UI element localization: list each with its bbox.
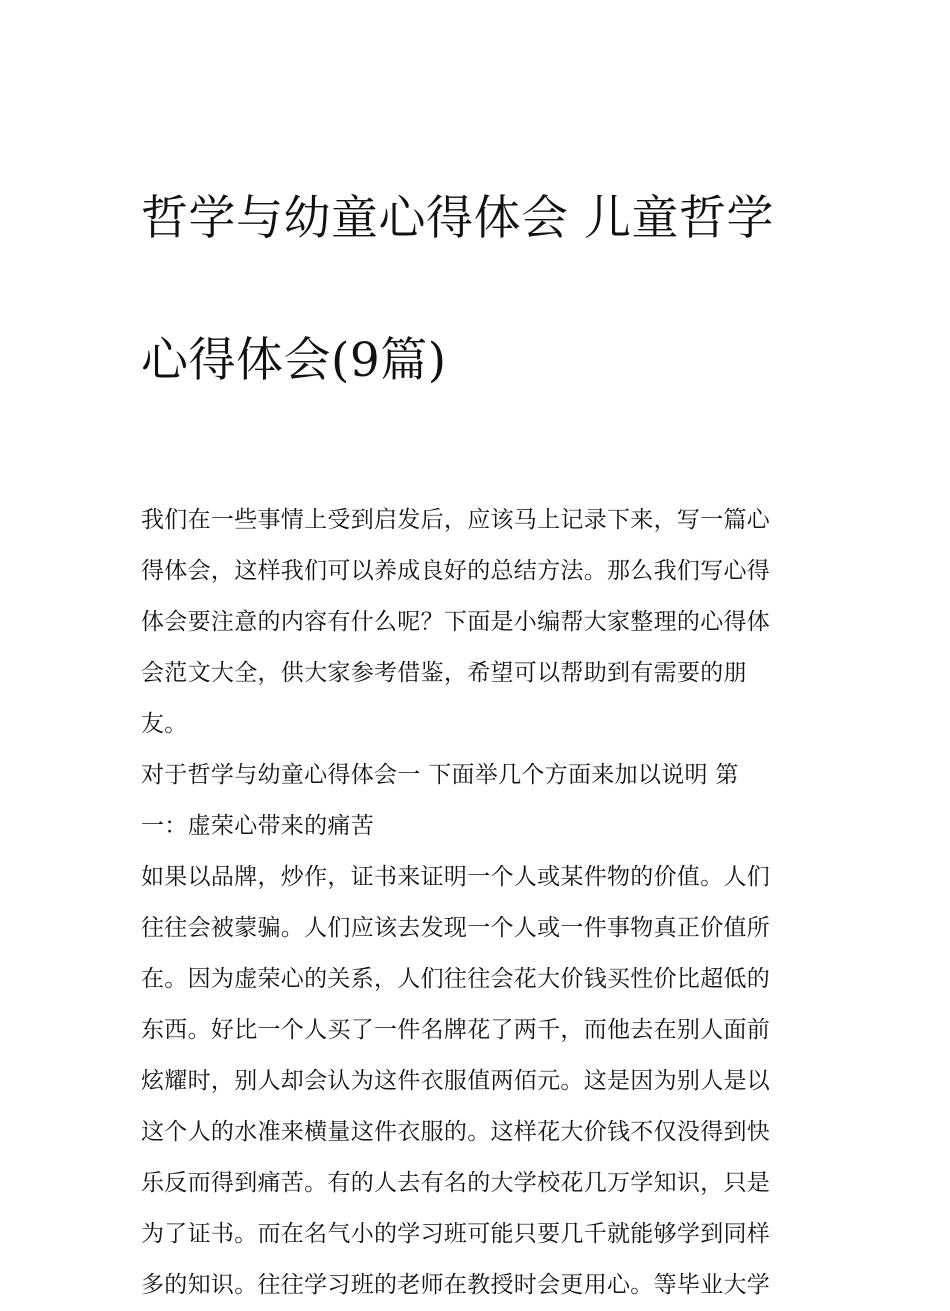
text-line: 一：虚荣心带来的痛苦 bbox=[141, 813, 374, 839]
text-line: 往往会被蒙骗。人们应该去发现一个人或一件事物真正价值所 bbox=[141, 915, 771, 941]
text-line: 东西。好比一个人买了一件名牌花了两千，而他去在别人面前 bbox=[141, 1017, 771, 1043]
text-line: 对于哲学与幼童心得体会一 下面举几个方面来加以说明 第 bbox=[141, 762, 739, 788]
text-line: 为了证书。而在名气小的学习班可能只要几千就能够学到同样 bbox=[141, 1221, 771, 1247]
text-line: 乐反而得到痛苦。有的人去有名的大学校花几万学知识，只是 bbox=[141, 1170, 771, 1196]
text-line: 多的知识。往往学习班的老师在教授时会更用心。等毕业大学 bbox=[141, 1272, 771, 1298]
document-title bbox=[141, 112, 813, 467]
text-line: 炫耀时，别人却会认为这件衣服值两佰元。这是因为别人是以 bbox=[141, 1068, 771, 1094]
text-line: 这个人的水准来横量这件衣服的。这样花大价钱不仅没得到快 bbox=[141, 1119, 771, 1145]
title-line: 哲学与幼童心得体会 儿童哲学 bbox=[141, 191, 774, 246]
intro-paragraph bbox=[141, 495, 813, 750]
text-line: 在。因为虚荣心的关系，人们往往会花大价钱买性价比超低的 bbox=[141, 966, 771, 992]
title-line: 心得体会(9篇) bbox=[141, 333, 447, 388]
body-paragraph bbox=[141, 852, 813, 1311]
text-line: 我们在一些事情上受到启发后，应该马上记录下来，写一篇心 bbox=[141, 507, 771, 533]
text-line: 得体会，这样我们可以养成良好的总结方法。那么我们写心得 bbox=[141, 558, 771, 584]
text-line: 友。 bbox=[141, 711, 188, 737]
text-line: 体会要注意的内容有什么呢？下面是小编帮大家整理的心得体 bbox=[141, 609, 771, 635]
text-line: 会范文大全，供大家参考借鉴，希望可以帮助到有需要的朋 bbox=[141, 660, 747, 686]
section-heading bbox=[141, 750, 813, 852]
document-content bbox=[141, 112, 813, 1311]
text-line: 如果以品牌，炒作，证书来证明一个人或某件物的价值。人们 bbox=[141, 864, 771, 890]
